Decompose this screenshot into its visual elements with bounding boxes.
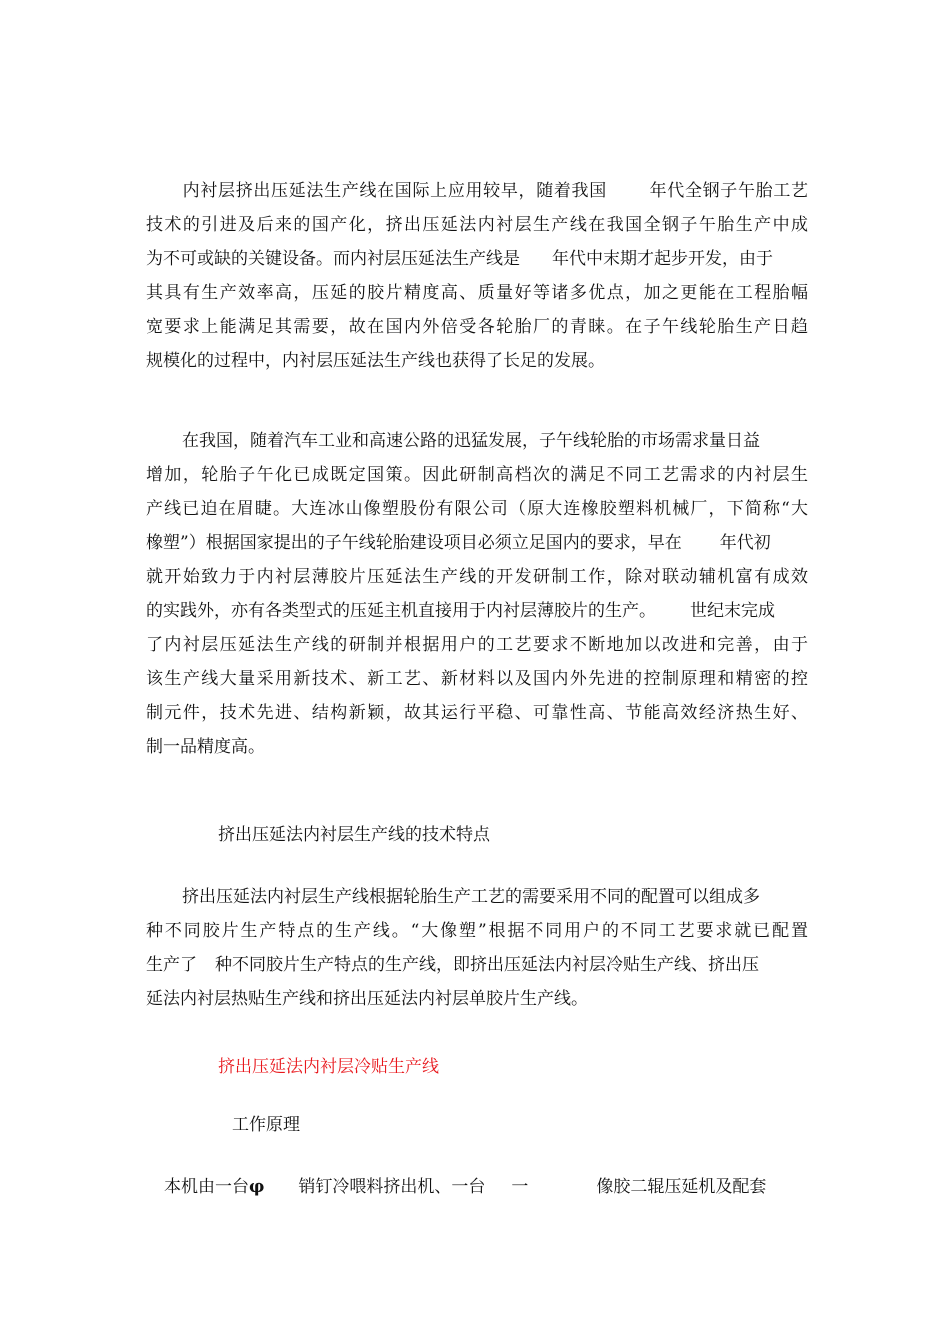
text-segment: 内衬层挤出压延法生产线在国际上应用较早，随着我国 <box>182 181 607 201</box>
text-segment: 种不同胶片生产特点的生产线，即挤出压延法内衬层冷贴生产线、挤出压 <box>215 955 759 975</box>
phi-symbol: φ <box>249 1177 265 1197</box>
text-line: 就开始致力于内衬层薄胶片压延法生产线的开发研制工作，除对联动辅机富有成效 <box>146 567 808 587</box>
text-segment: 橡塑”）根据国家提出的子午线轮胎建设项目必须立足国内的要求，早在 <box>146 533 682 553</box>
text-line: 延法内衬层热贴生产线和挤出压延法内衬层单胶片生产线。 <box>146 989 588 1009</box>
text-line <box>146 594 808 628</box>
text-line <box>146 242 808 276</box>
section-heading-tech-features: 挤出压延法内衬层生产线的技术特点 <box>218 825 490 845</box>
text-segment: 世纪末完成 <box>690 601 775 621</box>
text-segment: 本机由一台 <box>164 1177 249 1197</box>
text-segment: 在我国，随着汽车工业和高速公路的迅猛发展，子午线轮胎的市场需求量日益 <box>182 431 760 451</box>
text-segment: 像胶二辊压延机及配套 <box>596 1177 767 1197</box>
text-segment: 销钉冷喂料挤出机、一台 <box>298 1177 486 1197</box>
text-segment: 挤出压延法内衬层生产线根据轮胎生产工艺的需要采用不同的配置可以组成多 <box>182 887 760 907</box>
text-segment: 年代中末期才起步开发，由于 <box>552 249 773 269</box>
text-segment: 一 <box>511 1177 529 1197</box>
text-segment: 生产了 <box>146 955 197 975</box>
text-line <box>146 880 808 914</box>
text-line: 该生产线大量采用新技术、新工艺、新材料以及国内外先进的控制原理和精密的控 <box>146 669 808 689</box>
text-line: 产线已迫在眉睫。大连冰山像塑股份有限公司（原大连橡胶塑料机械厂，下简称“大 <box>146 499 808 519</box>
text-line: 增加，轮胎子午化已成既定国策。因此研制高档次的满足不同工艺需求的内衬层生 <box>146 465 808 485</box>
text-line <box>146 424 808 458</box>
text-line <box>146 526 808 560</box>
paragraph-3 <box>146 880 808 1016</box>
text-segment: 年代全钢子午胎工艺 <box>648 181 809 201</box>
text-line: 宽要求上能满足其需要，故在国内外倍受各轮胎厂的青睐。在子午线轮胎生产日趋 <box>146 317 808 337</box>
text-line: 规模化的过程中，内衬层压延法生产线也获得了长足的发展。 <box>146 351 605 371</box>
text-segment: 年代初 <box>719 533 771 553</box>
section-heading-cold-line: 挤出压延法内衬层冷贴生产线 <box>218 1057 439 1077</box>
text-line-machine-description <box>164 1172 766 1202</box>
text-line: 制元件，技术先进、结构新颖，故其运行平稳、可靠性高、节能高效经济热生好、 <box>146 703 808 723</box>
text-line <box>146 174 808 208</box>
paragraph-2 <box>146 424 808 764</box>
section-heading-working-principle: 工作原理 <box>232 1115 300 1135</box>
text-segment: 的实践外，亦有各类型式的压延主机直接用于内衬层薄胶片的生产。 <box>146 601 656 621</box>
text-line: 种不同胶片生产特点的生产线。“大像塑”根据不同用户的不同工艺要求就已配置 <box>146 921 808 941</box>
text-line <box>146 948 808 982</box>
text-line: 制一品精度高。 <box>146 737 265 757</box>
text-segment: 为不可或缺的关键设备。而内衬层压延法生产线是 <box>146 249 520 269</box>
paragraph-1 <box>146 174 808 378</box>
text-line: 了内衬层压延法生产线的研制并根据用户的工艺要求不断地加以改进和完善，由于 <box>146 635 808 655</box>
text-line: 其具有生产效率高，压延的胶片精度高、质量好等诸多优点，加之更能在工程胎幅 <box>146 283 808 303</box>
text-line: 技术的引进及后来的国产化，挤出压延法内衬层生产线在我国全钢子午胎生产中成 <box>146 215 808 235</box>
